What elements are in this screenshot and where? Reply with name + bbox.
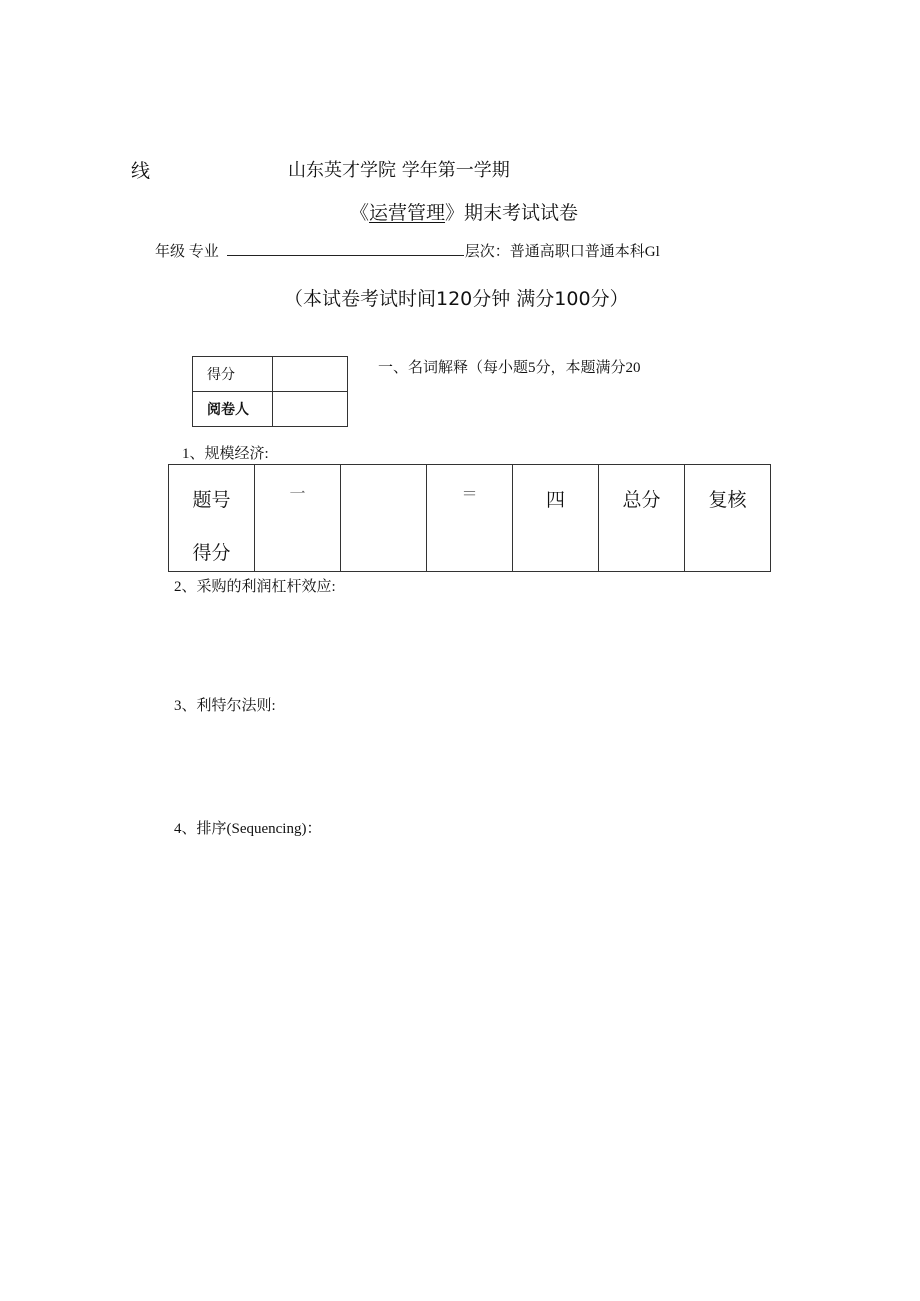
- reviewer-label-cell: 阅卷人: [193, 392, 273, 427]
- score-column-1[interactable]: [255, 465, 341, 572]
- question-2: 2、采购的利润杠杆效应:: [174, 579, 336, 595]
- score-label: 得分: [192, 542, 231, 564]
- level-label: 层次：普通高职口普通本科Gl: [464, 244, 660, 260]
- score-column-2[interactable]: [341, 465, 427, 572]
- course-name: 运营管理: [369, 202, 446, 224]
- grade-major-label: 年级 专业: [155, 244, 219, 260]
- student-info-line: [155, 240, 660, 261]
- score-column-4[interactable]: [513, 465, 599, 572]
- column-label: 四: [545, 489, 565, 511]
- column-label: 总分: [622, 489, 661, 511]
- section-one-heading: 一、名词解释（每小题5分，本题满分20: [378, 360, 641, 376]
- section-score-table: [192, 356, 348, 427]
- school-title: 山东英才学院 学年第一学期: [288, 160, 510, 181]
- score-value-cell[interactable]: [273, 357, 348, 392]
- binding-line-mark: 线: [131, 160, 151, 182]
- reviewer-value-cell[interactable]: [273, 392, 348, 427]
- column-label: ＝: [461, 484, 478, 503]
- exam-title-suffix: 》期末考试试卷: [445, 202, 579, 224]
- column-label: 复核: [708, 489, 747, 511]
- score-label-cell: 得分: [193, 357, 273, 392]
- score-column-review[interactable]: [685, 465, 771, 572]
- question-1: 1、规模经济:: [182, 446, 269, 462]
- score-column-3[interactable]: [427, 465, 513, 572]
- major-fill-blank[interactable]: [227, 241, 464, 256]
- exam-title: [350, 198, 578, 225]
- column-label: 一: [289, 484, 306, 503]
- total-score-table: [168, 464, 771, 572]
- score-table-row-header: [169, 465, 255, 572]
- exam-duration-note: （本试卷考试时间120分钟 满分100分）: [284, 288, 629, 310]
- score-column-total[interactable]: [599, 465, 685, 572]
- question-4: 4、排序(Sequencing)：: [174, 821, 322, 837]
- exam-title-prefix: 《: [350, 202, 370, 224]
- question-number-label: 题号: [192, 489, 231, 511]
- question-3: 3、利特尔法则:: [174, 698, 276, 714]
